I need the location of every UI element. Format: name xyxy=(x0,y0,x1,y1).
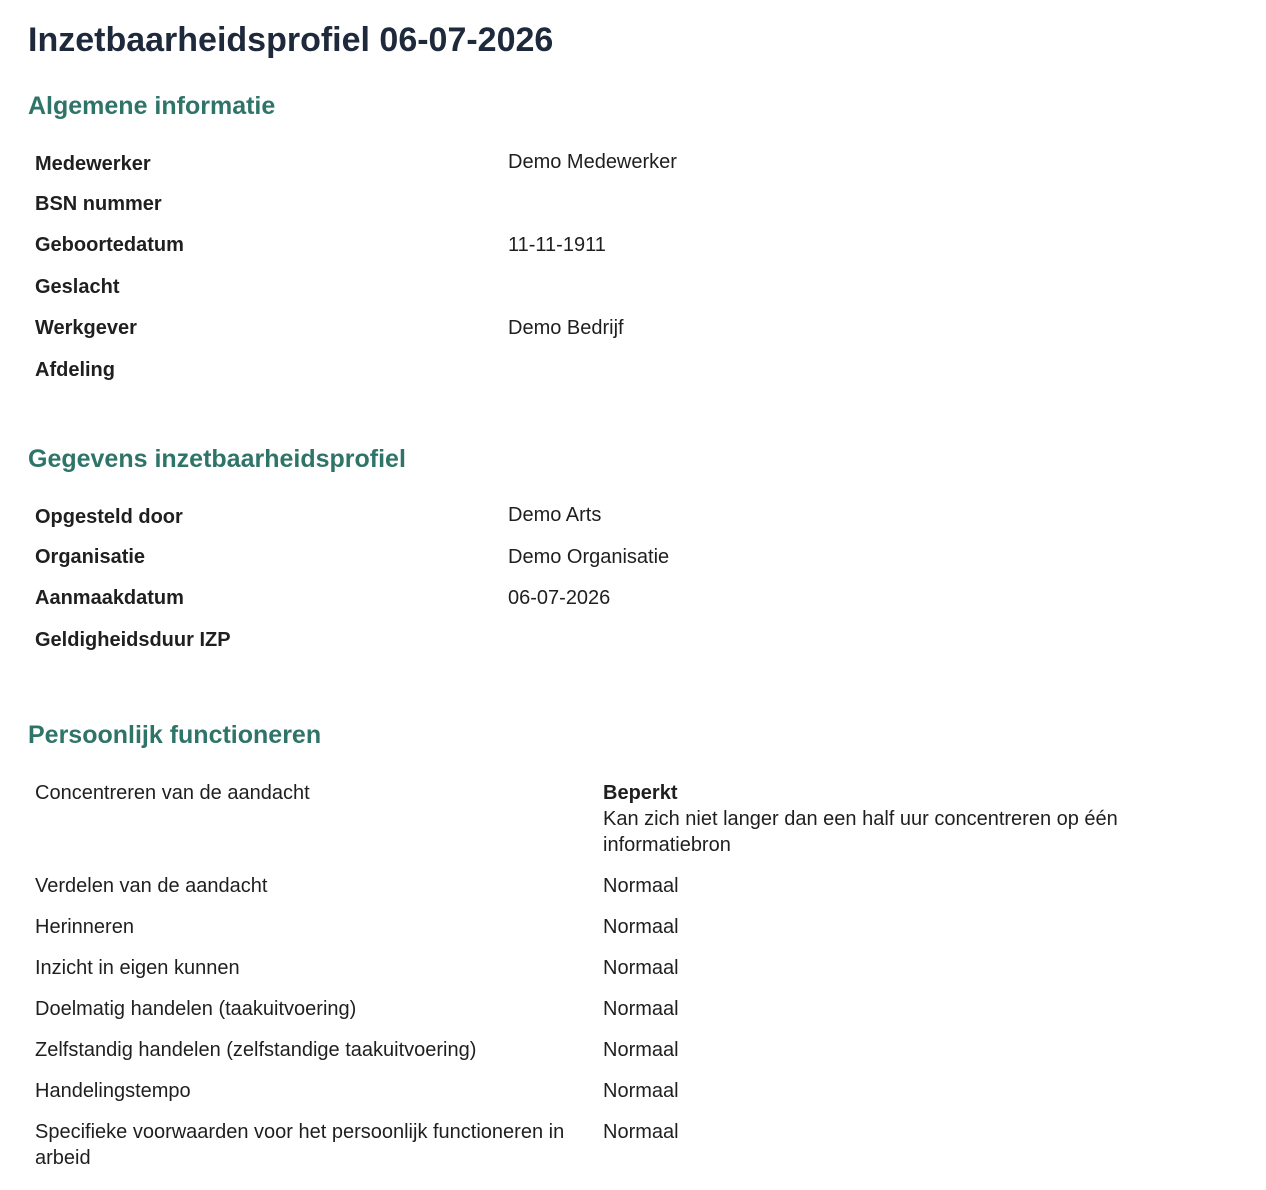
gegevens-label: Opgesteld door xyxy=(35,506,183,528)
info-label: Geslacht xyxy=(35,275,120,298)
info-row-geboortedatum xyxy=(35,233,1266,275)
functie-status: Normaal xyxy=(603,1080,679,1102)
functie-status: Normaal xyxy=(603,998,679,1020)
gegevens-value: Demo Organisatie xyxy=(508,545,670,568)
gegevens-value: 06-07-2026 xyxy=(508,587,611,609)
info-value: 11-11-1911 xyxy=(508,234,606,256)
gegevens-row-opgesteld-door xyxy=(35,503,1266,545)
functie-row-handelingstempo xyxy=(35,1078,1266,1119)
info-label: Geboortedatum xyxy=(35,234,184,256)
functie-status: Normaal xyxy=(603,1121,679,1143)
gegevens-label: Geldigheidsduur IZP xyxy=(35,628,231,651)
info-row-werkgever xyxy=(35,316,1266,358)
info-row-medewerker xyxy=(35,150,1266,192)
persoonlijk-functioneren-table xyxy=(35,780,1266,1186)
info-value: Demo Medewerker xyxy=(508,151,677,173)
functie-row-concentreren xyxy=(35,780,1266,873)
gegevens-table xyxy=(35,503,1266,669)
info-row-geslacht xyxy=(35,275,1266,317)
section-title-algemene-informatie: Algemene informatie xyxy=(28,92,276,120)
info-label: BSN nummer xyxy=(35,192,162,215)
functie-label: Verdelen van de aandacht xyxy=(35,875,268,897)
functie-label: Inzicht in eigen kunnen xyxy=(35,957,240,979)
functie-status: Normaal xyxy=(603,957,679,979)
section-title-gegevens: Gegevens inzetbaarheidsprofiel xyxy=(28,445,406,473)
functie-label: Handelingstempo xyxy=(35,1080,191,1102)
functie-label: Specifieke voorwaarden voor het persoonlijk functioneren in arbeid xyxy=(35,1121,565,1169)
functie-label: Doelmatig handelen (taakuitvoering) xyxy=(35,998,357,1020)
functie-status: Normaal xyxy=(603,875,679,897)
functie-label: Concentreren van de aandacht xyxy=(35,782,310,804)
page-title: Inzetbaarheidsprofiel 06-07-2026 xyxy=(28,21,554,59)
gegevens-row-geldigheidsduur xyxy=(35,628,1266,670)
functie-status: Normaal xyxy=(603,916,679,938)
info-row-afdeling xyxy=(35,358,1266,400)
functie-label: Zelfstandig handelen (zelfstandige taakuitvoering) xyxy=(35,1039,477,1061)
section-title-persoonlijk-functioneren: Persoonlijk functioneren xyxy=(28,721,322,749)
gegevens-label: Aanmaakdatum xyxy=(35,587,184,609)
gegevens-value: Demo Arts xyxy=(508,504,602,526)
functie-row-zelfstandig xyxy=(35,1037,1266,1078)
functie-row-herinneren xyxy=(35,914,1266,955)
info-label: Afdeling xyxy=(35,358,115,381)
info-label: Werkgever xyxy=(35,317,137,339)
gegevens-row-organisatie xyxy=(35,545,1266,587)
algemene-informatie-table xyxy=(35,150,1266,399)
functie-row-specifieke-voorwaarden xyxy=(35,1119,1266,1186)
gegevens-row-aanmaakdatum xyxy=(35,586,1266,628)
functie-status-beperkt: Beperkt xyxy=(603,782,678,804)
gegevens-label: Organisatie xyxy=(35,545,146,568)
functie-row-verdelen xyxy=(35,873,1266,914)
info-row-bsn xyxy=(35,192,1266,234)
functie-note: Kan zich niet langer dan een half uur concentreren op één informatiebron xyxy=(603,808,1118,856)
functie-value xyxy=(603,780,1203,858)
functie-row-inzicht xyxy=(35,955,1266,996)
functie-row-doelmatig xyxy=(35,996,1266,1037)
functie-label: Herinneren xyxy=(35,916,134,938)
functie-status: Normaal xyxy=(603,1039,679,1061)
info-label: Medewerker xyxy=(35,153,151,175)
info-value: Demo Bedrijf xyxy=(508,317,624,339)
